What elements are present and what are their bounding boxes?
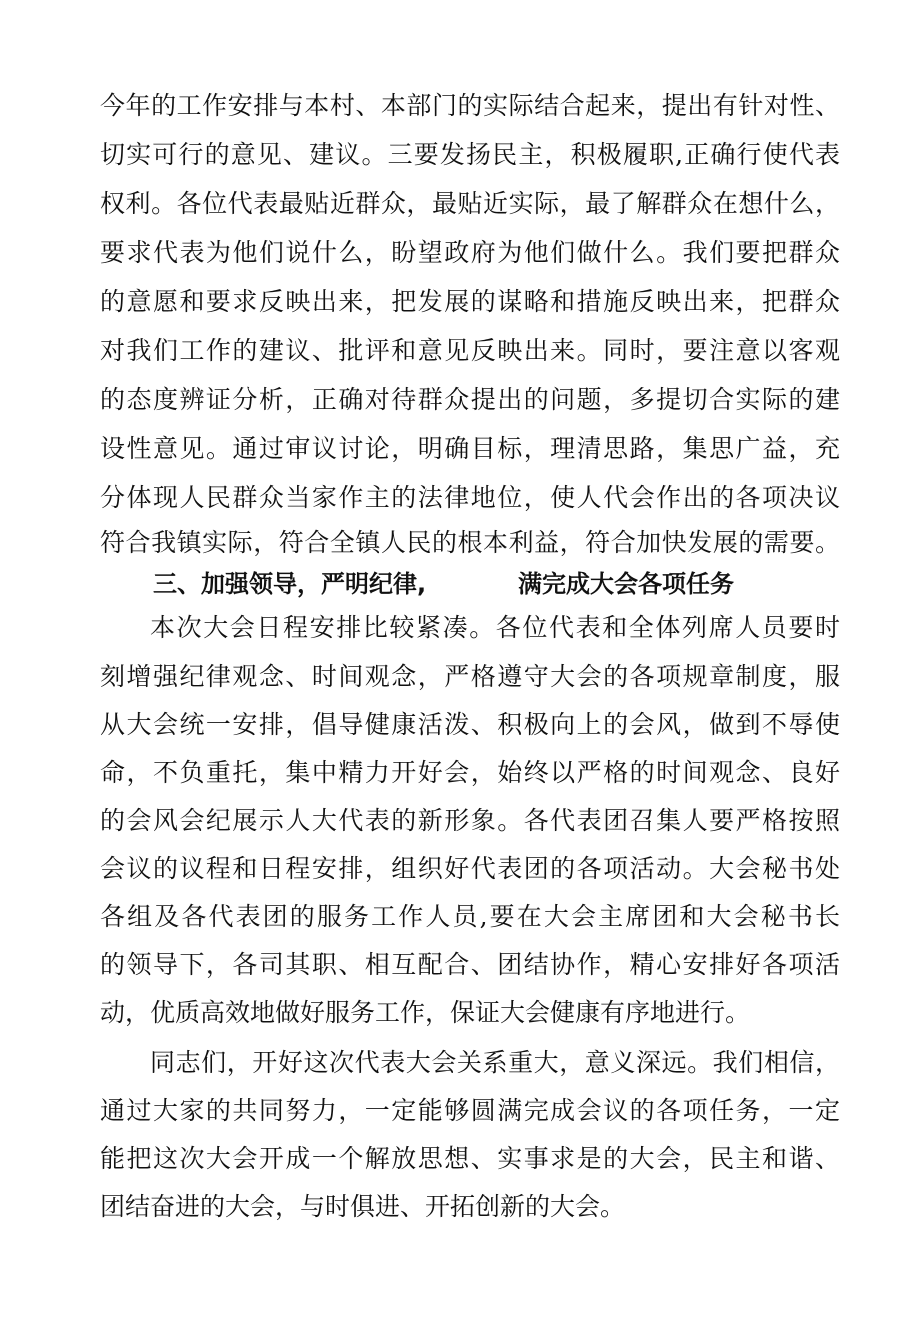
paragraph-line: 本次大会日程安排比较紧凑。各位代表和全体列席人员要时 — [150, 613, 840, 642]
paragraph-line: 各组及各代表团的服务工作人员,要在大会主席团和大会秘书长 — [100, 902, 840, 931]
paragraph-line: 会议的议程和日程安排，组织好代表团的各项活动。大会秘书处 — [100, 854, 840, 883]
paragraph-line: 的意愿和要求反映出来，把发展的谋略和措施反映出来，把群众 — [100, 287, 840, 316]
paragraph-line: 今年的工作安排与本村、本部门的实际结合起来，提出有针对性、 — [100, 91, 840, 120]
paragraph-line: 分体现人民群众当家作主的法律地位，使人代会作出的各项决议 — [100, 483, 840, 512]
section-heading-part1: 三、加强领导，严明纪律, — [153, 570, 427, 598]
paragraph-line: 设性意见。通过审议讨论，明确目标，理清思路，集思广益，充 — [100, 434, 840, 463]
paragraph-line: 团结奋进的大会，与时俱进、开拓创新的大会。 — [100, 1192, 626, 1221]
paragraph-line: 权利。各位代表最贴近群众，最贴近实际，最了解群众在想什么， — [100, 189, 840, 218]
paragraph-line: 符合我镇实际，符合全镇人民的根本利益，符合加快发展的需要。 — [100, 528, 840, 557]
paragraph-line: 刻增强纪律观念、时间观念，严格遵守大会的各项规章制度，服 — [100, 662, 840, 691]
paragraph-line: 命，不负重托，集中精力开好会，始终以严格的时间观念、良好 — [100, 758, 840, 787]
paragraph-line: 动，优质高效地做好服务工作，保证大会健康有序地进行。 — [100, 998, 751, 1027]
paragraph-line: 通过大家的共同努力，一定能够圆满完成会议的各项任务，一定 — [100, 1096, 840, 1125]
paragraph-line: 能把这次大会开成一个解放思想、实事求是的大会，民主和谐、 — [100, 1144, 840, 1173]
paragraph-line: 要求代表为他们说什么，盼望政府为他们做什么。我们要把群众 — [100, 238, 840, 267]
paragraph-line: 从大会统一安排，倡导健康活泼、积极向上的会风，做到不辱使 — [100, 710, 840, 739]
paragraph-line: 的态度辨证分析，正确对待群众提出的问题，多提切合实际的建 — [100, 385, 840, 414]
paragraph-line: 的会风会纪展示人大代表的新形象。各代表团召集人要严格按照 — [100, 806, 840, 835]
section-heading-part2: 满完成大会各项任务 — [518, 570, 734, 598]
paragraph-line: 的领导下，各司其职、相互配合、团结协作，精心安排好各项活 — [100, 950, 840, 979]
paragraph-line: 对我们工作的建议、批评和意见反映出来。同时，要注意以客观 — [100, 336, 840, 365]
paragraph-line: 切实可行的意见、建议。三要发扬民主，积极履职,正确行使代表 — [100, 140, 840, 169]
paragraph-line: 同志们，开好这次代表大会关系重大，意义深远。我们相信， — [150, 1048, 840, 1077]
